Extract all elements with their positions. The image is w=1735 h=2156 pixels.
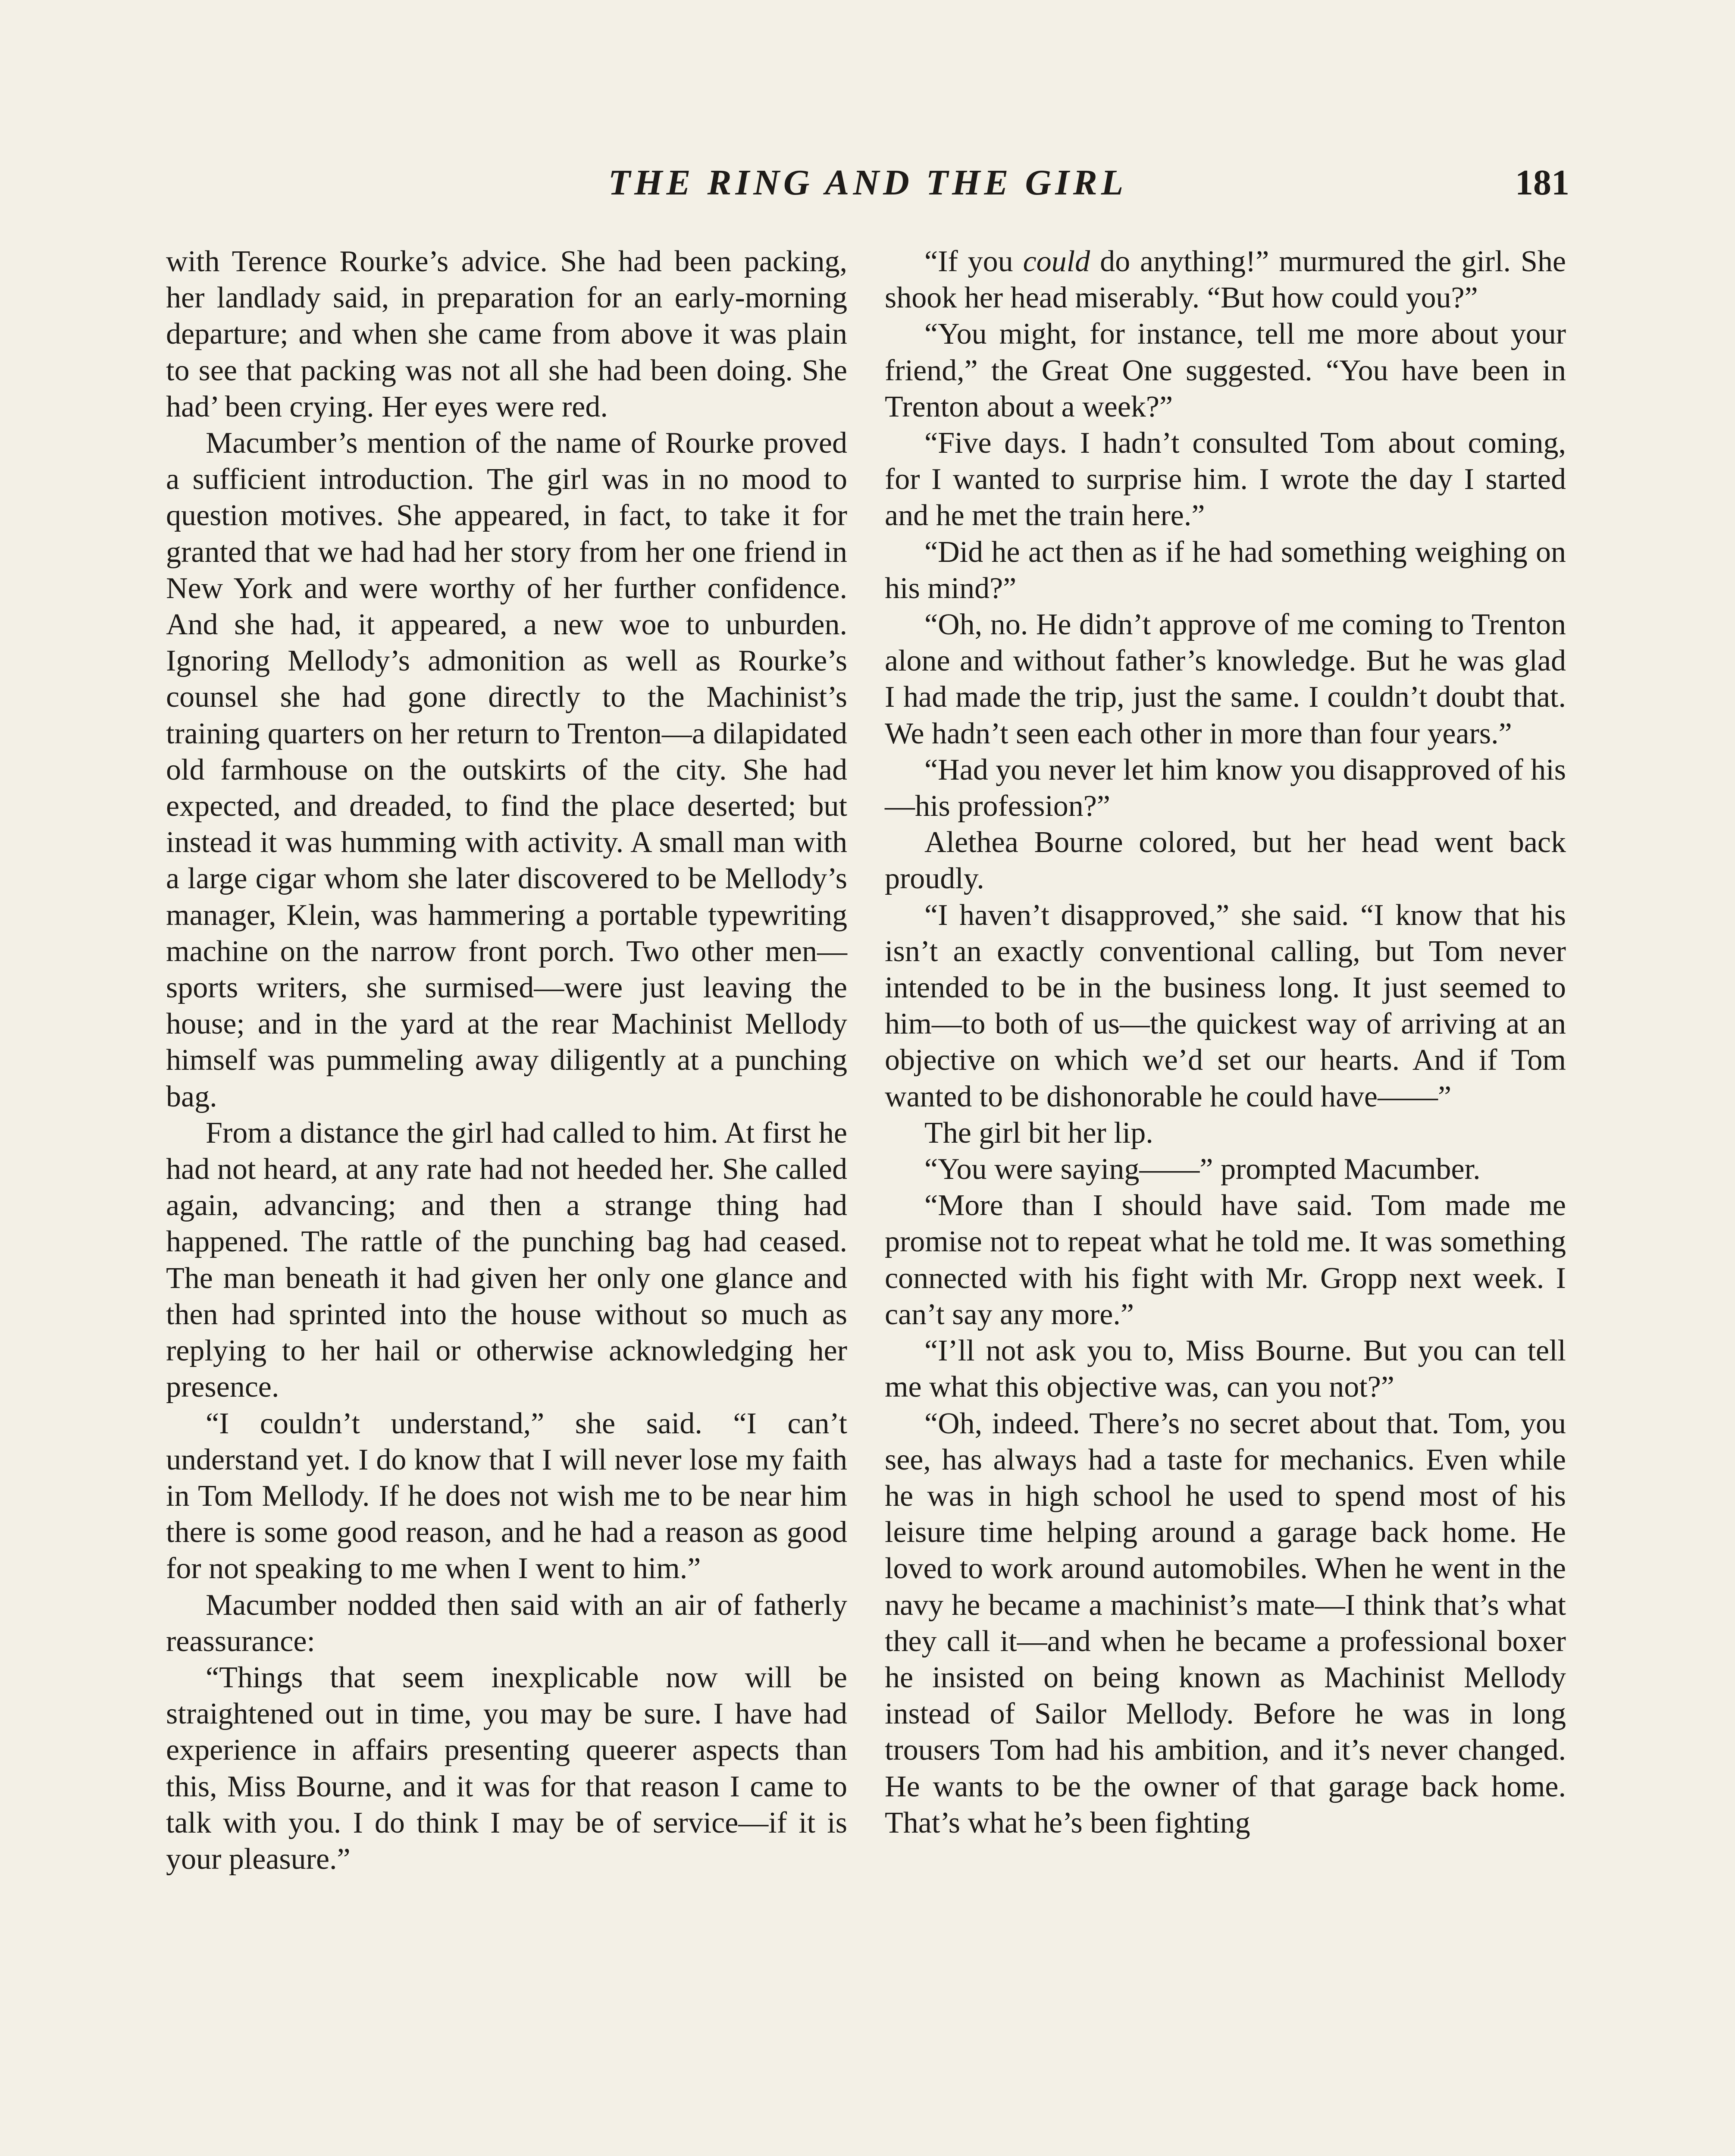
paragraph: The girl bit her lip.: [924, 1116, 1153, 1150]
paragraph: “More than I should have said. Tom made me promise not to repeat what he told me. It was something connected with his fight with Mr. Gropp next week. I can’t say any more.”: [885, 1189, 1566, 1331]
text-run: “If you: [924, 245, 1023, 278]
paragraph: Macumber’s mention of the name of Rourke proved a sufficient introduction. The girl was in no mood to question motives. She appeared, in fact, to take it for granted that we had had her story from her one friend in New York and were worthy of her further confidence. And she had, it appeared, a new woe to unburden. Ignoring Mellody’s admonition as well as Rourke’s counsel she had gone directly to the Machinist’s training quarters on her return to Trenton—a dilapidated old farmhouse on the outskirts of the city. She had expected, and dreaded, to find the place deserted; but instead it was humming with activity. A small man with a large cigar whom she later discovered to be Mellody’s manager, Klein, was hammering a portable typewriting machine on the narrow front porch. Two other men—sports writers, she surmised—were just leaving the house; and in the yard at the rear Machinist Mellody himself was pummeling away diligently at a punching bag.: [166, 426, 847, 1113]
emphasis: could: [1023, 245, 1090, 278]
paragraph: “Oh, indeed. There’s no secret about that. Tom, you see, has always had a taste for mechanics. Even while he was in high school he used to spend most of his leisure time helping around a garage back home. He loved to work around automobiles. When he went in the navy he became a machinist’s mate—I think that’s what they call it—and when he became a professional boxer he insisted on being known as Machinist Mellody instead of Sailor Mellody. Before he was in long trousers Tom had his ambition, and it’s never changed. He wants to be the owner of that garage back home. That’s what he’s been fighting: [885, 1407, 1566, 1839]
text-run: do anything!” murmured the girl. She shook her head miserably. “But how could you?”: [885, 245, 1566, 315]
paragraph: “Oh, no. He didn’t approve of me coming to Trenton alone and without father’s knowledge. But he was glad I had made the trip, just the same. I couldn’t doubt that. We hadn’t seen each other in more than four years.”: [885, 608, 1566, 750]
paragraph: “I’ll not ask you to, Miss Bourne. But you can tell me what this objective was, can you not?”: [885, 1334, 1566, 1404]
paragraph: From a distance the girl had called to him. At first he had not heard, at any rate had not heeded her. She called again, advancing; and then a strange thing had happened. The rattle of the punching bag had ceased. The man beneath it had given her only one glance and then had sprinted into the house without so much as replying to her hail or otherwise acknowledging her presence.: [166, 1116, 847, 1404]
paragraph: “I couldn’t understand,” she said. “I can’t understand yet. I do know that I will never lose my faith in Tom Mellody. If he does not wish me to be near him there is some good reason, and he had a reason as good for not speaking to me when I went to him.”: [166, 1407, 847, 1586]
paragraph: “Did he act then as if he had something weighing on his mind?”: [885, 535, 1566, 605]
paragraph: “Five days. I hadn’t consulted Tom about coming, for I wanted to surprise him. I wrote the day I started and he met the train here.”: [885, 426, 1566, 533]
paragraph: “You were saying——” prompted Macumber.: [924, 1153, 1481, 1186]
paragraph: “You might, for instance, tell me more about your friend,” the Great One suggested. “You have been in Trenton about a week?”: [885, 317, 1566, 423]
page-number: 181: [1515, 163, 1569, 203]
paragraph: “Had you never let him know you disapproved of his—his profession?”: [885, 753, 1566, 823]
paragraph: “Things that seem inexplicable now will be straightened out in time, you may be sure. I have had experience in affairs presenting queerer aspects than this, Miss Bourne, and it was for that reason I came to talk with you. I do think I may be of service—if it is your pleasure.”: [166, 1661, 847, 1876]
paragraph: [885, 244, 1566, 316]
running-title: THE RING AND THE GIRL: [608, 163, 1127, 203]
page-header: [166, 162, 1569, 213]
paragraph: Alethea Bourne colored, but her head went back proudly.: [885, 826, 1566, 896]
paragraph: with Terence Rourke’s advice. She had been packing, her landlady said, in preparation for an early-morning departure; and when she came from above it was plain to see that packing was not all she had been doing. She had’ been crying. Her eyes were red.: [166, 245, 847, 423]
paragraph: Macumber nodded then said with an air of fatherly reassurance:: [166, 1588, 847, 1658]
paragraph: “I haven’t disapproved,” she said. “I know that his isn’t an exactly conventional calling, but Tom never intended to be in the business long. It just seemed to him—to both of us—the quickest way of arriving at an objective on which we’d set our hearts. And if Tom wanted to be dishonorable he could have——”: [885, 898, 1566, 1113]
right-column: [885, 244, 1566, 1841]
left-column: [166, 244, 847, 1877]
